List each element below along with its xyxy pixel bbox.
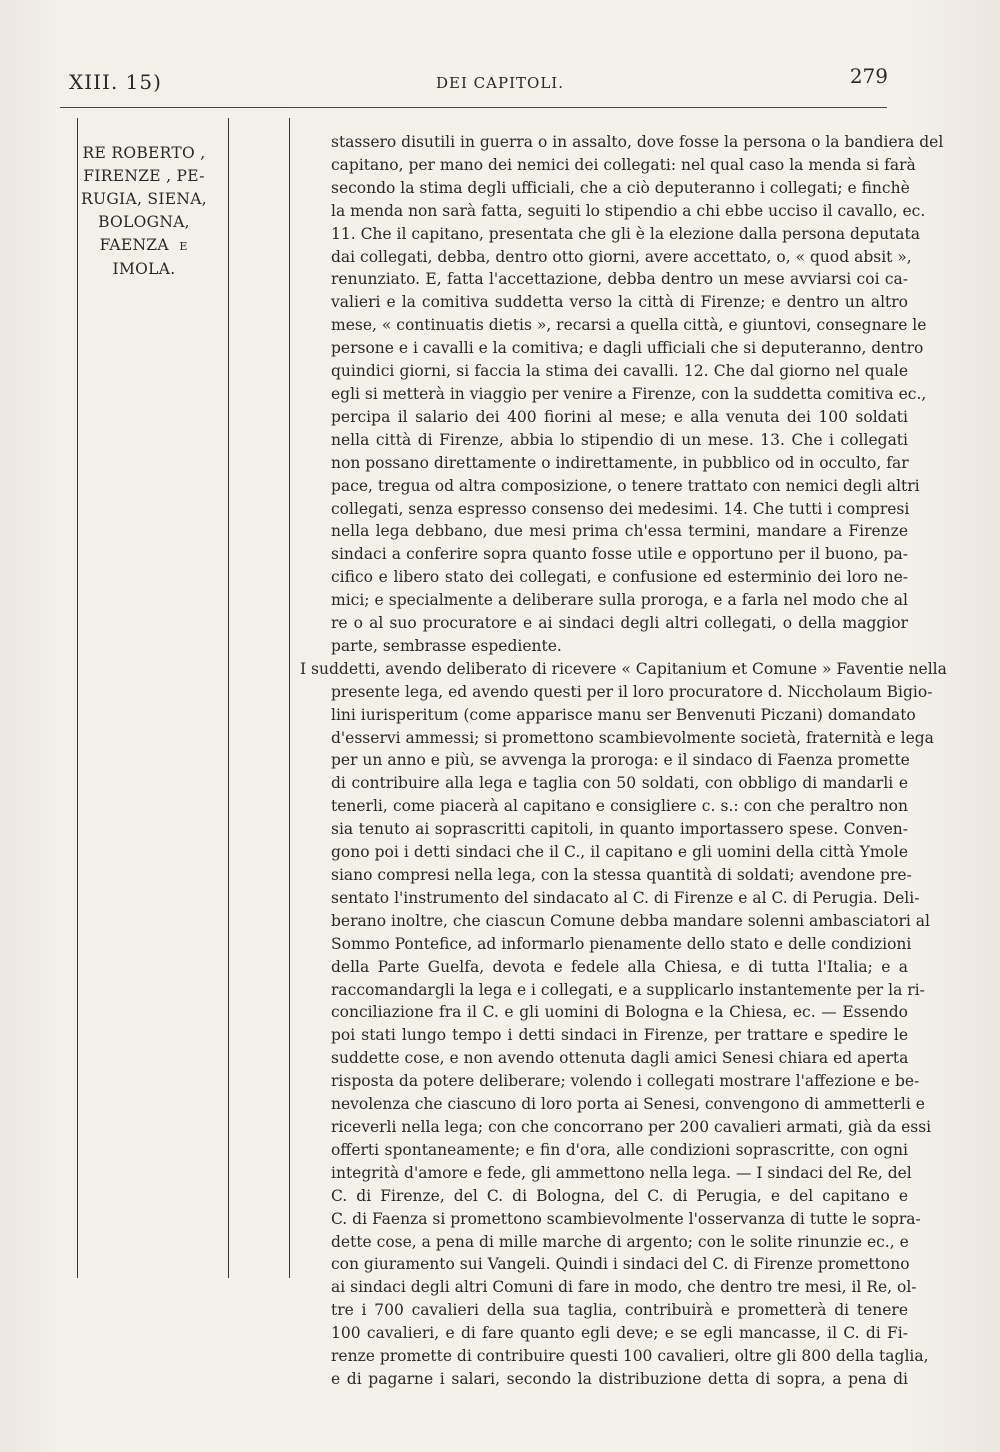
text-line: Sommo Pontefice, ad informarlo pienamente dello stato e delle condizioni bbox=[331, 934, 912, 953]
text-line: renunziato. E, fatta l'accettazione, debba dentro un mese avviarsi coi ca- bbox=[331, 270, 908, 289]
text-line: di contribuire alla lega e taglia con 50 soldati, con obbligo di mandarli e bbox=[331, 774, 908, 793]
marginal-note-line: FIRENZE , PE- bbox=[83, 167, 205, 185]
text-line: la menda non sarà fatta, seguiti lo stipendio a chi ebbe ucciso il cavallo, ec. bbox=[331, 201, 926, 220]
text-line: quindici giorni, si faccia la stima dei cavalli. 12. Che dal giorno nel quale bbox=[331, 362, 908, 381]
marginal-note-line: BOLOGNA, bbox=[98, 213, 190, 231]
text-line: raccomandargli la lega e i collegati, e a supplicarlo instantemente per la ri- bbox=[331, 980, 925, 999]
text-line: d'esservi ammessi; si promettono scambievolmente società, fraternità e lega bbox=[331, 728, 934, 747]
text-line: mese, « continuatis dietis », recarsi a quella città, e giuntovi, consegnare le bbox=[331, 316, 927, 335]
text-line: conciliazione fra il C. e gli uomini di Bologna e la Chiesa, ec. — Essendo bbox=[331, 1003, 908, 1022]
text-line: valieri e la comitiva suddetta verso la città di Firenze; e dentro un altro bbox=[331, 293, 908, 312]
text-line: poi stati lungo tempo i detti sindaci in Firenze, per trattare e spedire le bbox=[331, 1026, 908, 1045]
text-line: gono poi i detti sindaci che il C., il capitano e gli uomini della città Ymole bbox=[331, 843, 908, 862]
text-line: sia tenuto ai soprascritti capitoli, in quanto importassero spese. Conven- bbox=[331, 820, 908, 839]
marginal-note-conjunction: E bbox=[179, 240, 189, 253]
text-line: lini iurisperitum (come apparisce manu ser Benvenuti Piczani) domandato bbox=[331, 705, 916, 724]
text-line: nella città di Firenze, abbia lo stipendio di un mese. 13. Che i collegati bbox=[331, 430, 908, 449]
text-line: integrità d'amore e fede, gli ammettono nella lega. — I sindaci del Re, del bbox=[331, 1163, 912, 1182]
text-line: per un anno e più, se avvenga la proroga: e il sindaco di Faenza promette bbox=[331, 751, 910, 770]
text-line: con giuramento sui Vangeli. Quindi i sindaci del C. di Firenze promettono bbox=[331, 1255, 910, 1274]
marginal-note-line: IMOLA. bbox=[112, 260, 176, 278]
text-line: nella lega debbano, due mesi prima ch'essa termini, mandare a Firenze bbox=[331, 522, 908, 541]
text-line: risposta da potere deliberare; volendo i collegati mostrare l'affezione e be- bbox=[331, 1072, 920, 1091]
text-line: sentato l'instrumento del sindacato al C. di Firenze e al C. di Perugia. Deli- bbox=[331, 888, 920, 907]
body-text bbox=[300, 131, 947, 1391]
text-line: cifico e libero stato dei collegati, e confusione ed esterminio dei loro ne- bbox=[331, 568, 908, 587]
text-line: persone e i cavalli e la comitiva; e dagli ufficiali che si deputeranno, dentro bbox=[331, 339, 924, 358]
text-line: e di pagarne i salari, secondo la distribuzione detta di sopra, a pena di bbox=[331, 1369, 908, 1388]
text-line: egli si metterà in viaggio per venire a Firenze, con la suddetta comitiva ec., bbox=[331, 384, 927, 403]
header-rule bbox=[60, 107, 887, 108]
text-line: I suddetti, avendo deliberato di ricevere « Capitanium et Comune » Faventie nella bbox=[300, 659, 947, 678]
text-line: berano inoltre, che ciascun Comune debba mandare solenni ambasciatori al bbox=[331, 911, 930, 930]
text-line: offerti spontaneamente; e fin d'ora, alle condizioni soprascritte, con ogni bbox=[331, 1140, 908, 1159]
text-line: suddette cose, e non avendo ottenuta dagli amici Senesi chiara ed aperta bbox=[331, 1049, 909, 1068]
text-line: riceverli nella lega; con che concorrano per 200 cavalieri armati, già da essi bbox=[331, 1117, 932, 1136]
section-reference: XIII. 15) bbox=[69, 70, 162, 94]
text-line: 100 cavalieri, e di fare quanto egli deve; e se egli mancasse, il C. di Fi- bbox=[331, 1324, 908, 1343]
text-line: siano compresi nella lega, con la stessa quantità di soldati; avendone pre- bbox=[331, 866, 912, 884]
text-line: capitano, per mano dei nemici dei collegati: nel qual caso la menda si farà bbox=[331, 155, 916, 174]
running-title: DEI CAPITOLI. bbox=[436, 74, 564, 92]
paragraph bbox=[300, 658, 947, 1391]
text-line: parte, sembrasse espediente. bbox=[331, 636, 562, 655]
text-line: tre i 700 cavalieri della sua taglia, contribuirà e prometterà di tenere bbox=[331, 1301, 908, 1320]
margin-rule-middle bbox=[228, 118, 229, 1278]
text-line: collegati, senza espresso consenso dei medesimi. 14. Che tutti i compresi bbox=[331, 499, 910, 518]
text-line: sindaci a conferire sopra quanto fosse utile e opportuno per il buono, pa- bbox=[331, 545, 908, 564]
marginal-note-line: RE ROBERTO , bbox=[82, 144, 206, 162]
text-line: nevolenza che ciascuno di loro porta ai Senesi, convengono di ammetterli e bbox=[331, 1095, 925, 1114]
text-line: tenerli, come piacerà al capitano e consigliere c. s.: con che peraltro non bbox=[331, 797, 908, 816]
text-line: non possano direttamente o indirettamente, in pubblico od in occulto, far bbox=[331, 453, 909, 472]
margin-rule-left bbox=[77, 118, 78, 1278]
text-line: dai collegati, debba, dentro otto giorni, avere accettato, o, « quod absit », bbox=[331, 247, 912, 266]
text-line: presente lega, ed avendo questi per il loro procuratore d. Niccholaum Bigio- bbox=[331, 682, 933, 701]
text-line: re o al suo procuratore e ai sindaci degli altri collegati, o della maggior bbox=[331, 614, 908, 633]
paragraph-continued bbox=[300, 131, 944, 658]
text-line: mici; e specialmente a deliberare sulla proroga, e a farla nel modo che al bbox=[331, 591, 908, 610]
text-line: pace, tregua od altra composizione, o tenere trattato con nemici degli altri bbox=[331, 476, 920, 495]
marginal-note-faenza: FAENZA bbox=[99, 236, 169, 254]
marginal-note-line bbox=[70, 234, 218, 258]
page-number: 279 bbox=[849, 64, 888, 88]
text-line: della Parte Guelfa, devota e fedele alla Chiesa, e di tutta l'Italia; e a bbox=[331, 957, 908, 976]
text-line: C. di Firenze, del C. di Bologna, del C. di Perugia, e del capitano e bbox=[331, 1186, 908, 1205]
margin-rule-right bbox=[289, 118, 290, 1278]
text-line: stassero disutili in guerra o in assalto, dove fosse la persona o la bandiera del bbox=[331, 133, 944, 151]
marginal-note-line: RUGIA, SIENA, bbox=[81, 190, 207, 208]
text-line: secondo la stima degli ufficiali, che a ciò deputeranno i collegati; e finchè bbox=[331, 178, 910, 197]
text-line: ai sindaci degli altri Comuni di fare in modo, che dentro tre mesi, il Re, ol- bbox=[331, 1278, 917, 1297]
text-line: dette cose, a pena di mille marche di argento; con le solite rinunzie ec., e bbox=[331, 1232, 909, 1251]
text-line: C. di Faenza si promettono scambievolmente l'osservanza di tutte le sopra- bbox=[331, 1209, 921, 1228]
text-line: renze promette di contribuire questi 100 cavalieri, oltre gli 800 della taglia, bbox=[331, 1347, 929, 1366]
text-line: 11. Che il capitano, presentata che gli è la elezione dalla persona deputata bbox=[331, 224, 920, 243]
text-line: percipa il salario dei 400 fiorini al mese; e alla venuta dei 100 soldati bbox=[331, 407, 908, 426]
marginal-note bbox=[70, 142, 218, 281]
